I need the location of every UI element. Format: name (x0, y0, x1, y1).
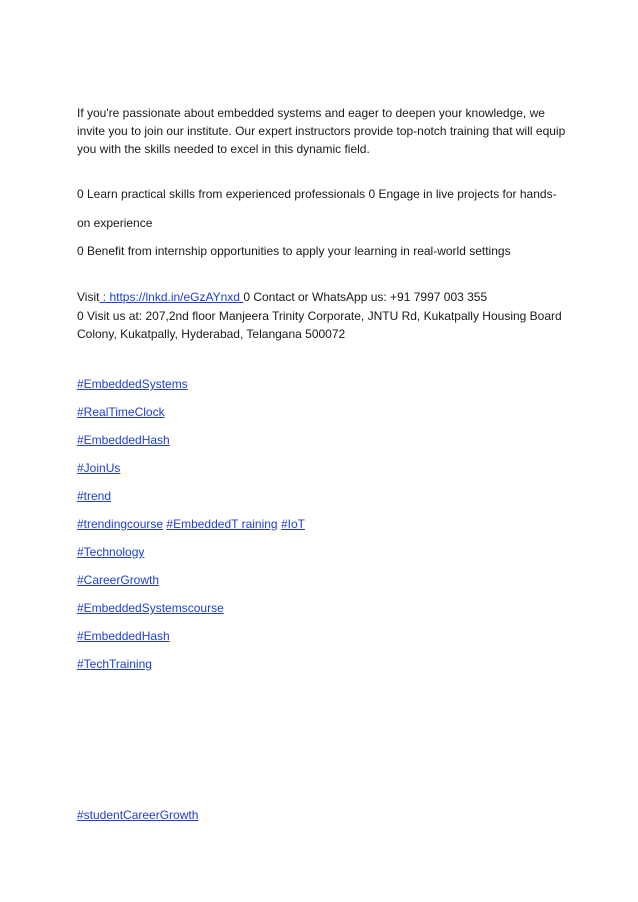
visit-link[interactable]: : https://lnkd.in/eGzAYnxd (99, 290, 244, 304)
intro-paragraph: If you're passionate about embedded systems and eager to deepen your knowledge, we invite you to join our institute. Our expert instructors provide top-notch training that will equip you with the skills needed to excel in this dynamic field. (77, 106, 566, 156)
hashtag-embedded-systems-course[interactable]: #EmbeddedSystemscourse (77, 601, 224, 615)
hashtag-student-career-growth[interactable]: #studentCareerGrowth (77, 808, 199, 822)
hashtag-line (77, 544, 144, 560)
hashtag-embedded-systems[interactable]: #EmbeddedSystems (77, 377, 188, 391)
hashtag-line (77, 376, 188, 392)
address-text: 0 Visit us at: 207,2nd floor Manjeera Trinity Corporate, JNTU Rd, Kukatpally Housing Board Colony, Kukatpally, Hyderabad, Telangana 500072 (77, 309, 562, 341)
benefit-line-2: on experience (77, 216, 153, 230)
hashtag-join-us[interactable]: #JoinUs (77, 461, 121, 475)
hashtag-career-growth[interactable]: #CareerGrowth (77, 573, 160, 587)
hashtag-technology[interactable]: #Technology (77, 545, 145, 559)
hashtag-real-time-clock[interactable]: #RealTimeClock (77, 405, 165, 419)
hashtag-line (77, 488, 111, 504)
hashtag-embedded-hash-2[interactable]: #EmbeddedHash (77, 629, 170, 643)
hashtag-embedded-hash[interactable]: #EmbeddedHash (77, 433, 170, 447)
hashtag-line (77, 807, 198, 823)
hashtag-line (77, 460, 120, 476)
hashtag-line (77, 572, 159, 588)
hashtag-line (77, 404, 165, 420)
hashtag-line (77, 516, 305, 532)
hashtag-trend[interactable]: #trend (77, 489, 112, 503)
hashtag-iot[interactable]: #IoT (280, 517, 305, 531)
hashtag-line (77, 656, 152, 672)
hashtag-embedded-training[interactable]: #EmbeddedT raining (166, 517, 278, 531)
contact-text: 0 Contact or WhatsApp us: +91 7997 003 355 (243, 290, 488, 304)
hashtag-line (77, 432, 170, 448)
visit-label: Visit (77, 290, 100, 304)
benefit-line-1: 0 Learn practical skills from experienced professionals 0 Engage in live projects for hands- (77, 187, 557, 201)
hashtag-line (77, 600, 224, 616)
hashtag-tech-training[interactable]: #TechTraining (77, 657, 152, 671)
hashtag-line (77, 628, 170, 644)
hashtag-trending-course[interactable]: #trendingcourse (77, 517, 164, 531)
contact-line (77, 288, 567, 306)
benefit-line-3: 0 Benefit from internship opportunities to apply your learning in real-world settings (77, 244, 511, 258)
